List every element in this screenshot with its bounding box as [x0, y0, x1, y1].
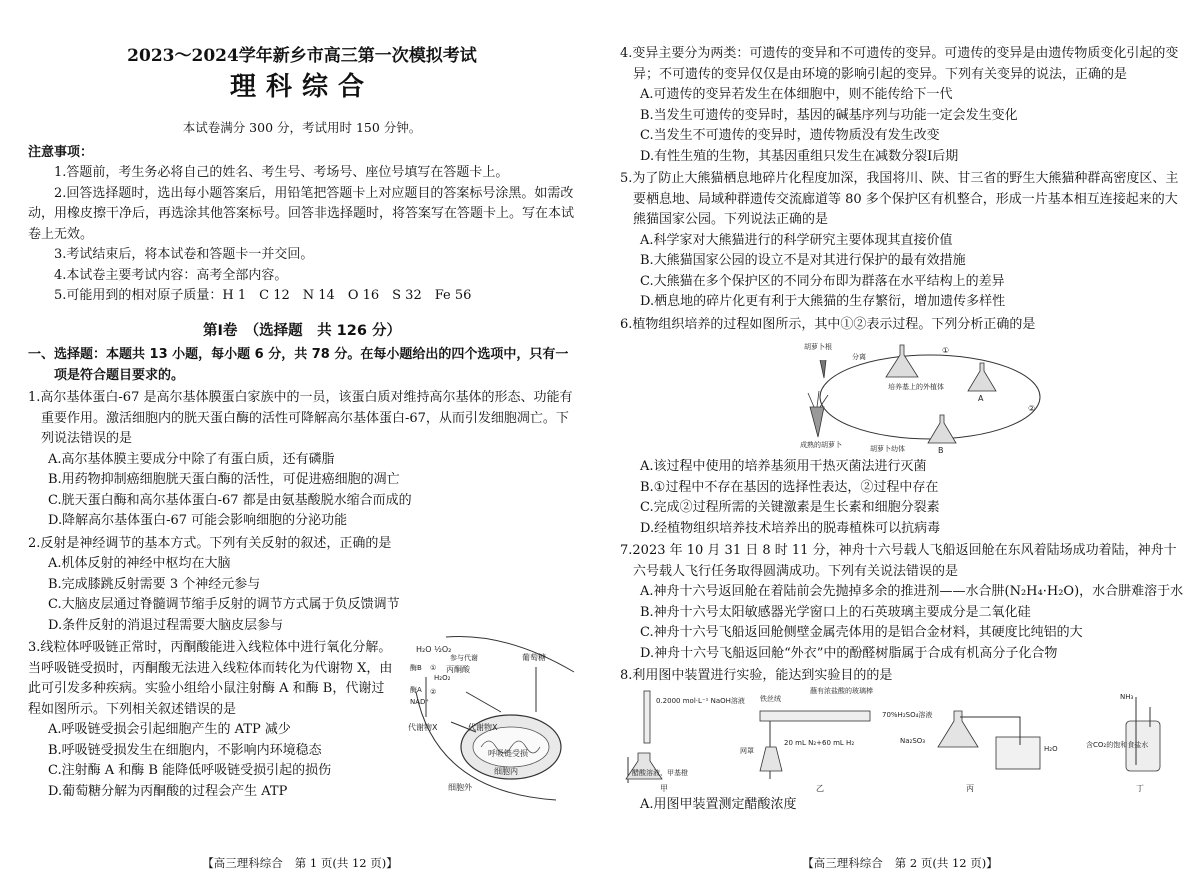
label-brine: 含CO₂的饱和食盐水 [1086, 740, 1149, 749]
apparatus-diagram [620, 687, 1185, 795]
footer-title: 【高三理科综合 [202, 855, 283, 870]
question-6-stem: 6.植物组织培养的过程如图所示，其中①②表示过程。下列分析正确的是 [620, 316, 1036, 332]
right-column [620, 42, 1185, 815]
label-yi: 乙 [816, 783, 824, 793]
question-4-stem: 4.变异主要分为两类：可遗传的变异和不可遗传的变异。可遗传的变异是由遗传物质变化引起的变异；不可遗传的变异仅仅是由环境的影响引起的变异。下列有关变异的说法，正确的是 [620, 46, 1179, 82]
question-1-option: D.降解高尔基体蛋白-67 可能会影响细胞的分泌功能 [48, 513, 348, 528]
footer-title: 【高三理科综合 [802, 855, 883, 870]
left-footer [0, 853, 600, 874]
question-2-option: A.机体反射的神经中枢均在大脑 [48, 556, 231, 571]
question-3-option: B.呼吸链受损发生在细胞内，不影响内环境稳态 [48, 742, 322, 758]
question-3-option: C.注射酶 A 和酶 B 能降低呼吸链受损引起的损伤 [48, 763, 332, 778]
label-ding: 丁 [1136, 783, 1144, 793]
label-nh3: NH₃ [1120, 692, 1134, 701]
label-iron-wool: 铁丝绒 [760, 694, 781, 703]
section-title: 第Ⅰ卷 （选择题 共 126 分） [202, 322, 401, 339]
question-3-stem-line: 3.线粒体呼吸链正常时，丙酮酸能进入线粒体中进行氧化分解。 [28, 640, 392, 655]
notice-heading: 注意事项： [28, 144, 94, 160]
question-4-option: A.可遗传的变异若发生在体细胞中，则不能传给下一代 [640, 87, 953, 102]
question-3-stem-line: 当呼吸链受损时，丙酮酸无法进入线粒体而转化为代谢物 X，由 [28, 660, 393, 676]
question-8-stem: 8.利用图中装置进行实验，能达到实验目的的是 [620, 668, 893, 683]
label-mature-carrot: 成熟的胡萝卜 [800, 441, 842, 449]
label-metabolite-x: 代谢物X [408, 723, 438, 732]
question-5-option: A.科学家对大熊猫进行的科学研究主要体现其直接价值 [640, 232, 953, 248]
notice-item: 4.本试卷主要考试内容：高考全部内容。 [54, 267, 288, 283]
question-2-option: B.完成膝跳反射需要 3 个神经元参与 [48, 576, 261, 592]
question-6-option: C.完成②过程所需的关键激素是生长素和细胞分裂素 [640, 500, 940, 515]
question-3-option: D.葡萄糖分解为丙酮酸的过程会产生 ATP [48, 783, 288, 799]
label-carrot-root: 胡萝卜根 [804, 343, 832, 351]
question-8-option: A.用图甲装置测定醋酸浓度 [640, 796, 797, 812]
question-1-option: C.胱天蛋白酶和高尔基体蛋白-67 都是由氨基酸脱水缩合而成的 [48, 492, 412, 508]
label-participate: 参与代谢 [450, 654, 478, 662]
label-net: 网罩 [740, 746, 754, 755]
label-step-1: ① [430, 664, 437, 672]
question-2-stem: 2.反射是神经调节的基本方式。下列有关反射的叙述，正确的是 [28, 535, 392, 551]
label-water: H₂O [1044, 744, 1058, 753]
question-4-option: B.当发生可遗传的变异时，基因的碱基序列与功能一定会发生变化 [640, 107, 1018, 123]
question-4-option: C.当发生不可遗传的变异时，遗传物质没有发生改变 [640, 128, 940, 143]
apparatus-figure [620, 687, 1185, 795]
right-page [600, 0, 1200, 895]
label-flask-b: B [938, 446, 944, 455]
exam-title: 2023～2024学年新乡市高三第一次模拟考试 [127, 46, 477, 66]
label-h2o2: H₂O₂ [434, 674, 451, 682]
label-acid: 70%H₂SO₄溶液 [882, 710, 933, 719]
exam-info: 本试卷满分 300 分，考试用时 150 分钟。 [182, 120, 422, 135]
label-naoh: 0.2000 mol·L⁻¹ NaOH溶液 [656, 696, 745, 705]
label-metabolite-x-2: 代谢物X [468, 723, 498, 732]
question-1-option: B.用药物抑制癌细胞胱天蛋白酶的活性，可促进癌细胞的凋亡 [48, 472, 400, 487]
label-seedling: 胡萝卜幼体 [870, 445, 905, 453]
question-3-option: A.呼吸链受损会引起细胞产生的 ATP 减少 [48, 722, 291, 737]
label-h2o-o2: H₂O ½O₂ [416, 645, 452, 654]
question-6-option: A.该过程中使用的培养基须用干热灭菌法进行灭菌 [640, 459, 927, 474]
tissue-culture-figure [800, 335, 1185, 457]
notice-item: 1.答题前，考生务必将自己的姓名、考生号、考场号、座位号填写在答题卡上。 [54, 165, 509, 180]
label-acetic: 醋酸溶液、甲基橙 [632, 768, 688, 777]
label-gases: 20 mL N₂+60 mL H₂ [784, 738, 855, 747]
question-4-option: D.有性生殖的生物，其基因重组只发生在减数分裂Ⅰ后期 [640, 148, 959, 164]
subject-title: 理科综合 [229, 72, 374, 102]
mitochondria-figure [406, 632, 576, 802]
label-jia: 甲 [660, 783, 668, 793]
question-1-option: A.高尔基体膜主要成分中除了有蛋白质，还有磷脂 [48, 451, 335, 467]
tissue-culture-diagram [800, 335, 1060, 457]
label-glass-rod: 蘸有浓盐酸的玻璃棒 [810, 686, 873, 695]
question-7-option: B.神舟十六号太阳敏感器光学窗口上的石英玻璃主要成分是二氧化硅 [640, 604, 1031, 620]
question-7-option: D.神舟十六号飞船返回舱“外衣”中的酚醛树脂属于合成有机高分子化合物 [640, 645, 1058, 661]
question-7-option: C.神舟十六号飞船返回舱侧壁金属壳体用的是铝合金材料，其硬度比纯铝的大 [640, 625, 1083, 640]
question-5-option: D.栖息地的碎片化更有利于大熊猫的生存繁衍，增加遗传多样性 [640, 294, 1006, 309]
label-cell-inside: 细胞内 [494, 767, 518, 776]
question-3-stem-line: 此可引发多种疾病。实验小组给小鼠注射酶 A 和酶 B，代谢过 [28, 681, 385, 696]
label-enzyme-a: 酶A [410, 686, 422, 694]
right-footer [600, 853, 1200, 874]
footer-page: 第 1 页(共 12 页)】 [294, 855, 398, 870]
notice-item: 2.回答选择题时，选出每小题答案后，用铅笔把答题卡上对应题目的答案标号涂黑。如需改动，用橡皮擦干净后，再选涂其他答案标号。回答非选择题时，将答案写在答题卡上。写在本试卷上无效。 [28, 185, 575, 242]
question-5-option: C.大熊猫在多个保护区的不同分布即为群落在水平结构上的差异 [640, 273, 1005, 289]
label-pyruvate: 丙酮酸 [446, 665, 470, 674]
question-2-option: D.条件反射的消退过程需要大脑皮层参与 [48, 617, 284, 633]
question-7-stem: 7.2023 年 10 月 31 日 8 时 11 分，神舟十六号载人飞船返回舱在东风着陆场成功着陆，神舟十六号载人飞行任务取得圆满成功。下列有关说法错误的是 [620, 543, 1177, 579]
label-explant: 培养基上的外植体 [888, 383, 944, 391]
notice-item: 5.可能用到的相对原子质量：H 1 C 12 N 14 O 16 S 32 Fe 56 [54, 288, 472, 303]
label-separate: 分离 [852, 353, 866, 361]
label-na2so3: Na₂SO₃ [900, 736, 926, 745]
label-cell-outside: 细胞外 [448, 783, 472, 792]
question-5-stem: 5.为了防止大熊猫栖息地碎片化程度加深，我国将川、陕、甘三省的野生大熊猫种群高密度区、主要栖息地、局域种群遗传交流廊道等 80 多个保护区有机整合，形成一片基本相互连接起来的大熊猫国家公园。下列说法正确的是 [620, 171, 1179, 227]
question-2-option: C.大脑皮层通过脊髓调节缩手反射的调节方式属于负反馈调节 [48, 597, 400, 612]
label-glucose: 葡萄糖 [522, 653, 546, 662]
label-step-1: ① [942, 346, 950, 355]
label-step-2: ② [430, 688, 437, 696]
question-7-option: A.神舟十六号返回舱在着陆前会先抛掉多余的推进剂——水合肼(N₂H₄·H₂O)，水合肼难溶于水 [640, 584, 1184, 599]
label-flask-a: A [978, 394, 984, 403]
left-column [28, 40, 576, 802]
question-6-option: D.经植物组织培养技术培养出的脱毒植株可以抗病毒 [640, 520, 941, 536]
mitochondria-diagram [406, 632, 576, 802]
question-3-stem-line: 程如图所示。下列相关叙述错误的是 [28, 701, 237, 717]
section-description: 一、选择题：本题共 13 小题，每小题 6 分，共 78 分。在每小题给出的四个选项中，只有一项是符合题目要求的。 [28, 347, 569, 383]
label-enzyme-b: 酶B [410, 664, 422, 672]
question-1-stem: 1.高尔基体蛋白-67 是高尔基体膜蛋白家族中的一员，该蛋白质对维持高尔基体的形态、功能有重要作用。激活细胞内的胱天蛋白酶的活性可降解高尔基体蛋白-67，从而引发细胞凋亡。下列说法错误的是 [28, 390, 573, 446]
question-5-option: B.大熊猫国家公园的设立不是对其进行保护的最有效措施 [640, 253, 966, 268]
question-6-option: B.①过程中不存在基因的选择性表达，②过程中存在 [640, 479, 939, 495]
label-nad: NAD⁺ [410, 698, 430, 706]
label-bing: 丙 [966, 783, 974, 793]
notice-item: 3.考试结束后，将本试卷和答题卡一并交回。 [54, 247, 314, 262]
label-step-2: ② [1028, 404, 1036, 413]
label-chain-damaged: 呼吸链受损 [488, 749, 528, 758]
question-3 [28, 638, 576, 802]
footer-page: 第 2 页(共 12 页)】 [894, 855, 998, 870]
